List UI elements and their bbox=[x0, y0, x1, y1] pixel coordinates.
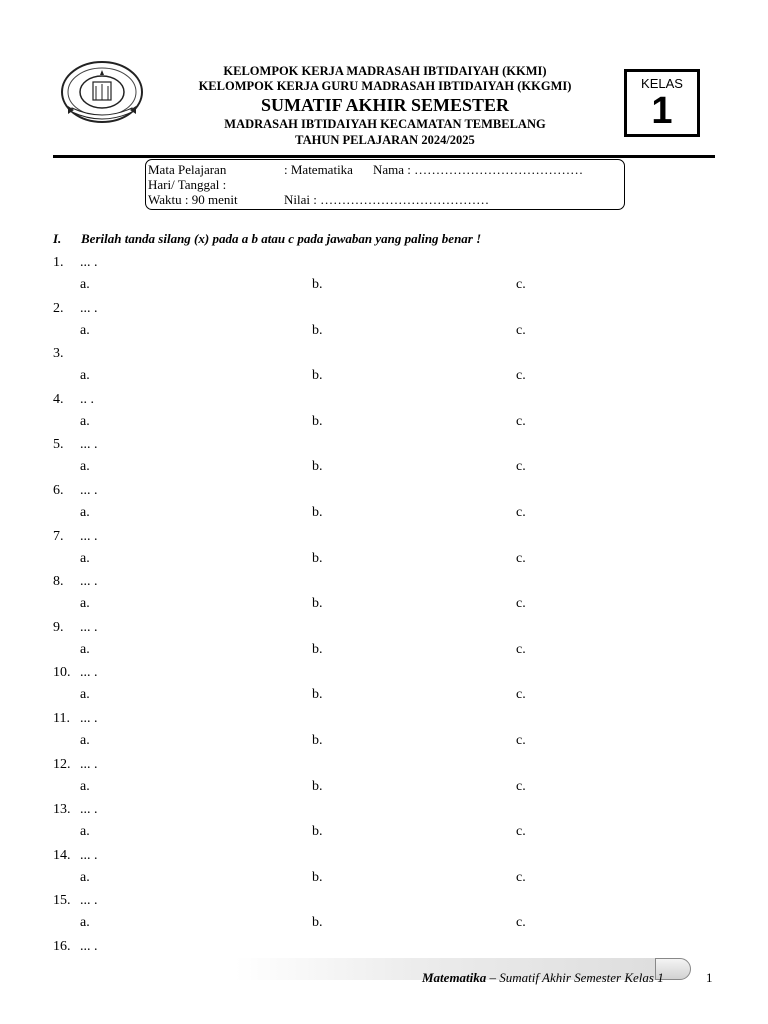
question-text: ... . bbox=[80, 756, 98, 772]
question-number: 7. bbox=[53, 528, 64, 544]
question-number: 9. bbox=[53, 619, 64, 635]
option-b[interactable]: b. bbox=[312, 459, 323, 475]
option-a[interactable]: a. bbox=[80, 504, 90, 520]
header-kkgmi: KELOMPOK KERJA GURU MADRASAH IBTIDAIYAH (KKGMI) bbox=[198, 79, 572, 93]
mapel-label: Mata Pelajaran bbox=[148, 162, 227, 177]
option-c[interactable]: c. bbox=[516, 869, 526, 885]
option-a[interactable]: a. bbox=[80, 596, 90, 612]
option-a[interactable]: a. bbox=[80, 641, 90, 657]
mapel-value: : Matematika bbox=[284, 162, 353, 177]
option-a[interactable]: a. bbox=[80, 778, 90, 794]
option-b[interactable]: b. bbox=[312, 368, 323, 384]
option-c[interactable]: c. bbox=[516, 504, 526, 520]
question-number: 16. bbox=[53, 938, 71, 954]
header-kkmi: KELOMPOK KERJA MADRASAH IBTIDAIYAH (KKMI) bbox=[223, 64, 547, 78]
question-list bbox=[0, 255, 768, 985]
question-text: ... . bbox=[80, 893, 98, 909]
option-a[interactable]: a. bbox=[80, 732, 90, 748]
question-text: ... . bbox=[80, 300, 98, 316]
question-item bbox=[0, 757, 768, 803]
waktu-field: Waktu : 90 menit bbox=[148, 192, 238, 207]
question-item bbox=[0, 848, 768, 894]
hari-tanggal-field[interactable]: Hari/ Tanggal : bbox=[148, 177, 227, 192]
footer-subject: Matematika bbox=[422, 970, 487, 985]
question-number: 14. bbox=[53, 847, 71, 863]
question-text: .. . bbox=[80, 391, 94, 407]
question-item bbox=[0, 620, 768, 666]
question-item bbox=[0, 529, 768, 575]
option-c[interactable]: c. bbox=[516, 277, 526, 292]
option-c[interactable]: c. bbox=[516, 413, 526, 429]
kelas-label: KELAS bbox=[641, 76, 683, 91]
question-text: ... . bbox=[80, 619, 98, 635]
option-b[interactable]: b. bbox=[312, 550, 323, 566]
option-c[interactable]: c. bbox=[516, 550, 526, 566]
option-a[interactable]: a. bbox=[80, 550, 90, 566]
option-c[interactable]: c. bbox=[516, 915, 526, 931]
kelas-box bbox=[624, 69, 700, 137]
option-b[interactable]: b. bbox=[312, 778, 323, 794]
section-number: I. bbox=[53, 231, 62, 246]
option-a[interactable]: a. bbox=[80, 869, 90, 885]
question-number: 11. bbox=[53, 710, 70, 726]
question-item bbox=[0, 574, 768, 620]
option-a[interactable]: a. bbox=[80, 322, 90, 338]
question-text: ... . bbox=[80, 938, 98, 954]
kelas-number: 1 bbox=[651, 90, 673, 132]
question-item bbox=[0, 255, 768, 301]
question-text: ... . bbox=[80, 255, 98, 270]
option-c[interactable]: c. bbox=[516, 687, 526, 703]
nilai-field[interactable]: Nilai : ………………………………… bbox=[284, 192, 490, 207]
header-tahun: TAHUN PELAJARAN 2024/2025 bbox=[295, 133, 475, 147]
option-b[interactable]: b. bbox=[312, 915, 323, 931]
question-number: 2. bbox=[53, 300, 64, 316]
question-text: ... . bbox=[80, 482, 98, 498]
question-item bbox=[0, 665, 768, 711]
question-item bbox=[0, 893, 768, 939]
question-text: ... . bbox=[80, 847, 98, 863]
option-b[interactable]: b. bbox=[312, 687, 323, 703]
question-text: ... . bbox=[80, 528, 98, 544]
option-b[interactable]: b. bbox=[312, 277, 323, 292]
option-a[interactable]: a. bbox=[80, 915, 90, 931]
option-c[interactable]: c. bbox=[516, 596, 526, 612]
question-text: ... . bbox=[80, 665, 98, 681]
footer-exam: – Sumatif Akhir Semester Kelas 1 bbox=[486, 970, 664, 985]
question-text: ... . bbox=[80, 710, 98, 726]
option-a[interactable]: a. bbox=[80, 277, 90, 292]
header-divider bbox=[53, 155, 715, 158]
question-number: 15. bbox=[53, 893, 71, 909]
kkmi-logo bbox=[58, 56, 146, 128]
option-a[interactable]: a. bbox=[80, 459, 90, 475]
nama-field[interactable]: Nama : ………………………………… bbox=[373, 162, 584, 177]
question-number: 3. bbox=[53, 346, 64, 362]
option-c[interactable]: c. bbox=[516, 641, 526, 657]
option-b[interactable]: b. bbox=[312, 641, 323, 657]
question-item bbox=[0, 301, 768, 347]
option-b[interactable]: b. bbox=[312, 322, 323, 338]
option-a[interactable]: a. bbox=[80, 368, 90, 384]
question-number: 4. bbox=[53, 391, 64, 407]
question-number: 5. bbox=[53, 437, 64, 453]
question-number: 8. bbox=[53, 574, 64, 590]
option-a[interactable]: a. bbox=[80, 687, 90, 703]
option-c[interactable]: c. bbox=[516, 732, 526, 748]
question-item bbox=[0, 392, 768, 438]
question-text: ... . bbox=[80, 574, 98, 590]
option-b[interactable]: b. bbox=[312, 824, 323, 840]
question-item bbox=[0, 711, 768, 757]
option-b[interactable]: b. bbox=[312, 732, 323, 748]
instruction-text: Berilah tanda silang (x) pada a b atau c pada jawaban yang paling benar ! bbox=[81, 231, 482, 246]
question-text: ... . bbox=[80, 437, 98, 453]
option-c[interactable]: c. bbox=[516, 824, 526, 840]
question-text: ... . bbox=[80, 802, 98, 818]
question-item bbox=[0, 346, 768, 392]
page-number: 1 bbox=[706, 970, 713, 985]
footer-text bbox=[422, 970, 664, 986]
header-madrasah: MADRASAH IBTIDAIYAH KECAMATAN TEMBELANG bbox=[224, 117, 546, 131]
question-item bbox=[0, 437, 768, 483]
option-a[interactable]: a. bbox=[80, 413, 90, 429]
option-c[interactable]: c. bbox=[516, 459, 526, 475]
student-info-box bbox=[145, 159, 625, 210]
option-a[interactable]: a. bbox=[80, 824, 90, 840]
question-number: 10. bbox=[53, 665, 71, 681]
option-b[interactable]: b. bbox=[312, 869, 323, 885]
option-c[interactable]: c. bbox=[516, 778, 526, 794]
option-b[interactable]: b. bbox=[312, 596, 323, 612]
option-c[interactable]: c. bbox=[516, 368, 526, 384]
question-number: 12. bbox=[53, 756, 71, 772]
question-number: 13. bbox=[53, 802, 71, 818]
question-item bbox=[0, 483, 768, 529]
question-number: 1. bbox=[53, 255, 64, 270]
option-c[interactable]: c. bbox=[516, 322, 526, 338]
option-b[interactable]: b. bbox=[312, 504, 323, 520]
option-b[interactable]: b. bbox=[312, 413, 323, 429]
page-title: SUMATIF AKHIR SEMESTER bbox=[260, 95, 510, 115]
question-item bbox=[0, 802, 768, 848]
question-number: 6. bbox=[53, 482, 64, 498]
